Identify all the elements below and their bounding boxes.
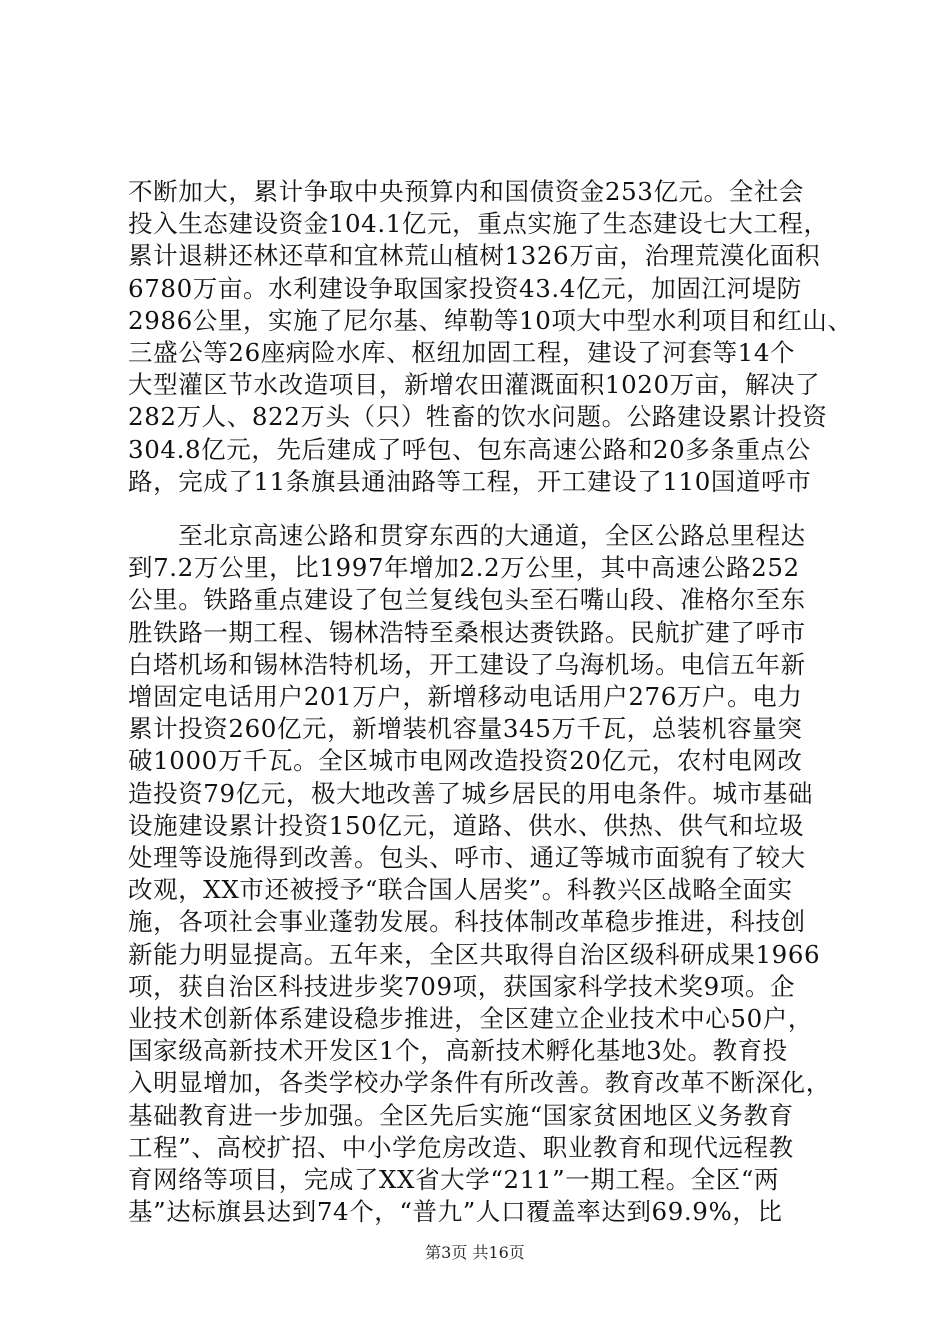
text-line: 改观，XX市还被授予“联合国人居奖”。科教兴区战略全面实	[128, 875, 793, 905]
text-line: 6780万亩。水利建设争取国家投资43.4亿元，加固江河堤防	[128, 273, 802, 303]
text-line: 白塔机场和锡林浩特机场，开工建设了乌海机场。电信五年新	[128, 649, 806, 679]
paragraph-1	[128, 176, 853, 498]
text-line: 国家级高新技术开发区1个，高新技术孵化基地3处。教育投	[128, 1036, 788, 1066]
text-line: 304.8亿元，先后建成了呼包、包东高速公路和20多条重点公	[128, 434, 811, 464]
text-line: 大型灌区节水改造项目，新增农田灌溉面积1020万亩，解决了	[128, 370, 821, 400]
text-line: 累计投资260亿元，新增装机容量345万千瓦，总装机容量突	[128, 714, 803, 744]
text-line: 项，获自治区科技进步奖709项，获国家科学技术奖9项。企	[128, 971, 796, 1001]
text-line: 工程”、高校扩招、中小学危房改造、职业教育和现代远程教	[128, 1132, 794, 1162]
text-line: 基”达标旗县达到74个，“普九”人口覆盖率达到69.9%，比	[128, 1197, 783, 1227]
text-line: 公里。铁路重点建设了包兰复线包头至石嘴山段、准格尔至东	[128, 585, 806, 615]
text-line: 增固定电话用户201万户，新增移动电话用户276万户。电力	[128, 682, 803, 712]
text-line: 育网络等项目，完成了XX省大学“211”一期工程。全区“两	[128, 1165, 780, 1195]
paragraph-2	[128, 520, 831, 1228]
text-line: 累计退耕还林还草和宜林荒山植树1326万亩，治理荒漠化面积	[128, 241, 821, 271]
text-line: 三盛公等26座病险水库、枢纽加固工程，建设了河套等14个	[128, 338, 796, 368]
text-line: 入明显增加，各类学校办学条件有所改善。教育改革不断深化，	[128, 1068, 831, 1098]
text-line: 2986公里，实施了尼尔基、绰勒等10项大中型水利项目和红山、	[128, 305, 853, 335]
text-line: 投入生态建设资金104.1亿元，重点实施了生态建设七大工程，	[128, 209, 829, 239]
text-line: 基础教育进一步加强。全区先后实施“国家贫困地区义务教育	[128, 1100, 794, 1130]
text-line: 至北京高速公路和贯穿东西的大通道，全区公路总里程达	[128, 521, 806, 550]
page-footer: 第3页 共16页	[425, 1243, 525, 1262]
text-line: 处理等设施得到改善。包头、呼市、通辽等城市面貌有了较大	[128, 843, 806, 873]
text-line: 破1000万千瓦。全区城市电网改造投资20亿元，农村电网改	[128, 746, 803, 776]
text-line: 施，各项社会事业蓬勃发展。科技体制改革稳步推进，科技创	[128, 907, 806, 937]
text-line: 胜铁路一期工程、锡林浩特至桑根达赉铁路。民航扩建了呼市	[128, 617, 806, 647]
text-line: 造投资79亿元，极大地改善了城乡居民的用电条件。城市基础	[128, 778, 813, 808]
text-line: 业技术创新体系建设稳步推进，全区建立企业技术中心50户，	[128, 1004, 813, 1034]
text-line: 新能力明显提高。五年来，全区共取得自治区级科研成果1966	[128, 939, 821, 969]
text-line: 不断加大，累计争取中央预算内和国债资金253亿元。全社会	[128, 177, 805, 206]
text-line: 路，完成了11条旗县通油路等工程，开工建设了110国道呼市	[128, 466, 812, 496]
text-line: 到7.2万公里，比1997年增加2.2万公里，其中高速公路252	[128, 553, 800, 583]
text-line: 设施建设累计投资150亿元，道路、供水、供热、供气和垃圾	[128, 810, 805, 840]
text-line: 282万人、822万头（只）牲畜的饮水问题。公路建设累计投资	[128, 402, 828, 432]
